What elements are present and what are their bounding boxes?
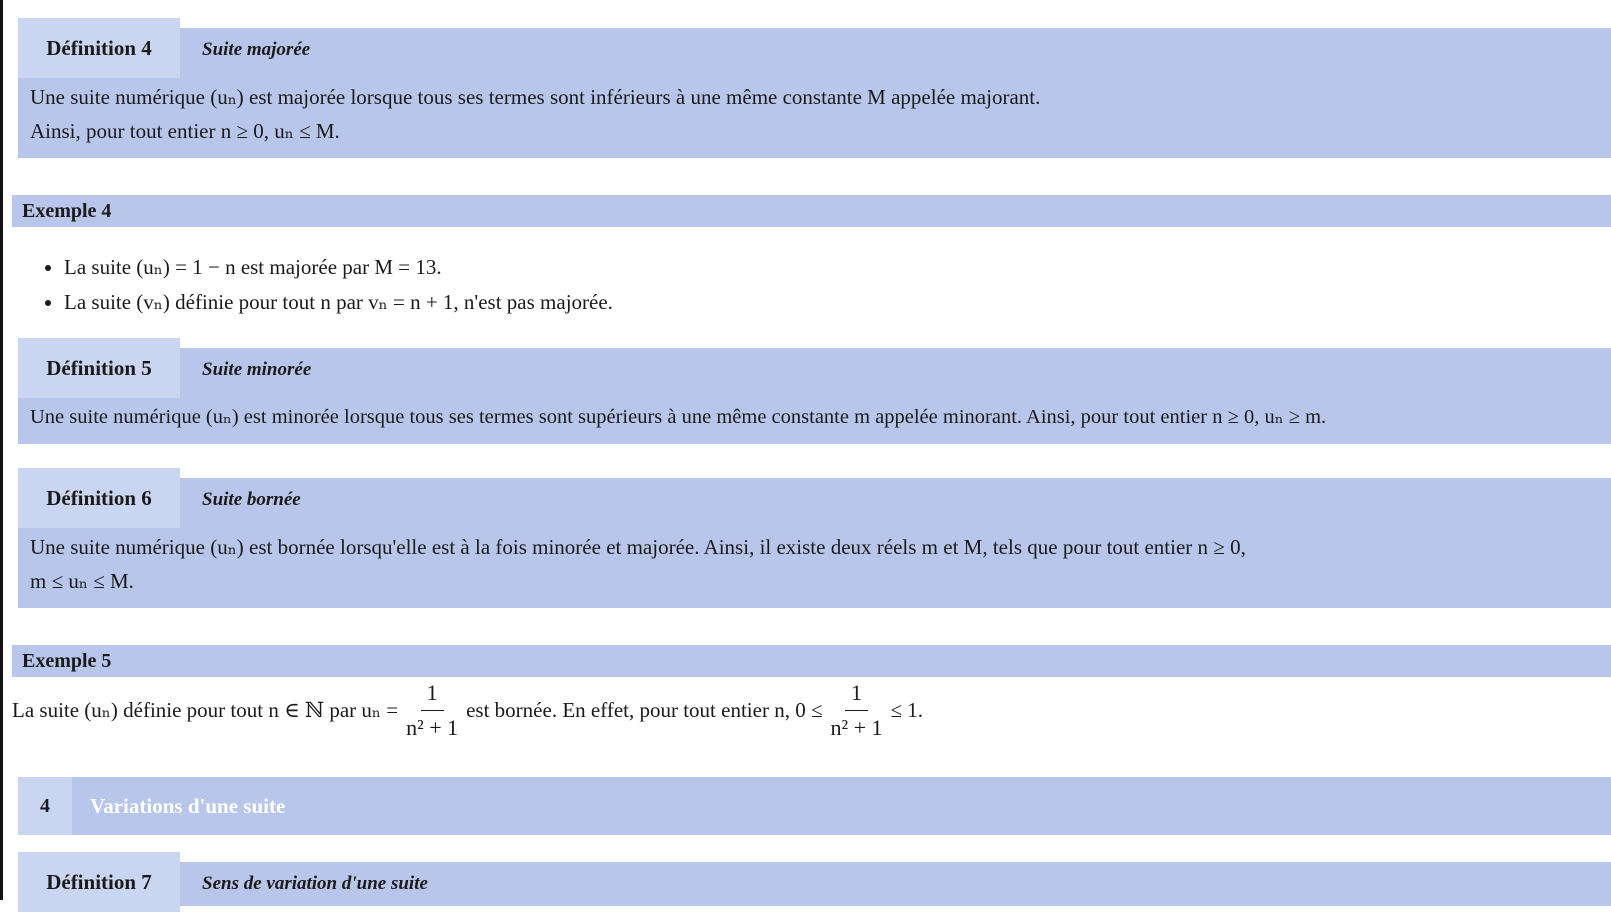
example-5-part-1: La suite (uₙ) définie pour tout n ∈ ℕ par uₙ = [12,697,399,722]
definition-4-body [18,72,1611,158]
example-4-list [42,250,1564,320]
definition-6-header [18,468,1611,522]
example-4-item: • La suite (vₙ) définie pour tout n par vₙ = n + 1, n'est pas majorée. [64,285,1564,320]
definition-6 [18,468,1611,608]
section-4-number: 4 [18,777,72,835]
definition-6-label: Définition 6 [18,468,180,528]
definition-7-subtitle: Sens de variation d'une suite [202,873,428,894]
fraction-1-denominator: n² + 1 [406,714,459,740]
definition-5 [18,338,1611,444]
definition-4-line-2: Ainsi, pour tout entier n ≥ 0, uₙ ≤ M. [30,119,340,143]
document-page [6,0,1611,900]
definition-5-subtitle: Suite minorée [202,359,312,380]
fraction-2 [830,678,882,743]
example-5-part-2: est bornée. En effet, pour tout entier n, 0 ≤ [466,697,823,722]
definition-5-body [18,392,1611,444]
fraction-1 [406,678,458,743]
fraction-2-denominator: n² + 1 [830,714,883,740]
definition-6-line-1: Une suite numérique (uₙ) est bornée lorsqu'elle est à la fois minorée et majorée. Ainsi, il existe deux réels m et M, tels que pour tout entier n ≥ 0, [30,535,1246,559]
section-4-title: Variations d'une suite [90,794,286,818]
definition-7-label: Définition 7 [18,852,180,912]
definition-4-subtitle: Suite majorée [202,39,311,60]
definition-7-header [18,852,1611,906]
definition-6-body [18,522,1611,608]
definition-6-subtitle: Suite bornée [202,489,301,510]
definition-6-line-2: m ≤ uₙ ≤ M. [30,569,134,593]
definition-7 [18,852,1611,906]
definition-4 [18,18,1611,158]
example-4-header: Exemple 4 [12,195,1611,227]
fraction-2-numerator: 1 [845,678,868,711]
example-5-part-3: ≤ 1. [890,697,924,722]
definition-5-line-1: Une suite numérique (uₙ) est minorée lorsque tous ses termes sont supérieurs à une même constante m appelée minorant. Ainsi, pour tout entier n ≥ 0, uₙ ≥ m. [30,406,1327,428]
section-4-header [18,777,1611,835]
example-5-text [12,675,923,745]
definition-5-label: Définition 5 [18,338,180,398]
example-5-header: Exemple 5 [12,645,1611,677]
definition-4-line-1: Une suite numérique (uₙ) est majorée lorsque tous ses termes sont inférieurs à une même constante M appelée majorant. [30,85,1041,109]
definition-4-label: Définition 4 [18,18,180,78]
definition-5-header [18,338,1611,392]
definition-4-header [18,18,1611,72]
left-page-border [0,0,3,900]
example-4-item: • La suite (uₙ) = 1 − n est majorée par M = 13. [64,250,1564,285]
fraction-1-numerator: 1 [421,678,444,711]
